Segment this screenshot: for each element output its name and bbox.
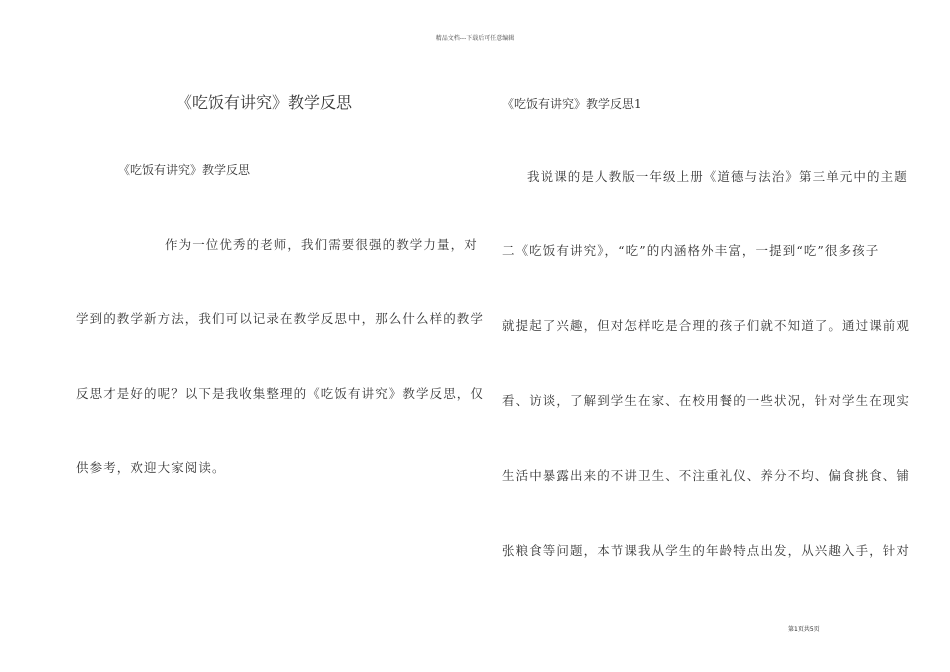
header-note: 精品文档---下载后可任意编辑: [435, 35, 515, 42]
paragraph-line: 生活中暴露出来的不讲卫生、不注重礼仪、养分不均、偏食挑食、铺: [502, 468, 911, 483]
paragraph-line: 我说课的是人教版一年级上册《道德与法治》第三单元中的主题: [527, 169, 908, 184]
paragraph-line: 二《吃饭有讲究》，“吃”的内涵格外丰富，一提到“吃”很多孩子: [502, 243, 880, 258]
left-subtitle: 《吃饭有讲究》教学反思: [118, 163, 251, 177]
right-subtitle: 《吃饭有讲究》教学反思1: [502, 97, 642, 111]
paragraph-line: 作为一位优秀的老师，我们需要很强的教学力量，对: [165, 237, 478, 252]
paragraph-line: 反思才是好的呢？以下是我收集整理的《吃饭有讲究》教学反思，仅: [76, 386, 485, 401]
paragraph-line: 供参考，欢迎大家阅读。: [76, 460, 226, 475]
page-number: 第1页共5页: [788, 626, 820, 633]
document-title: 《吃饭有讲究》教学反思: [176, 93, 353, 112]
paragraph-line: 张粮食等问题，本节课我从学生的年龄特点出发，从兴趣入手，针对: [502, 543, 911, 558]
paragraph-line: 看、访谈，了解到学生在家、在校用餐的一些状况，针对学生在现实: [502, 393, 911, 408]
right-column: [502, 0, 911, 672]
paragraph-line: 就提起了兴趣，但对怎样吃是合理的孩子们就不知道了。通过课前观: [502, 318, 911, 333]
paragraph-line: 学到的教学新方法，我们可以记录在教学反思中，那么什么样的教学: [76, 311, 485, 326]
